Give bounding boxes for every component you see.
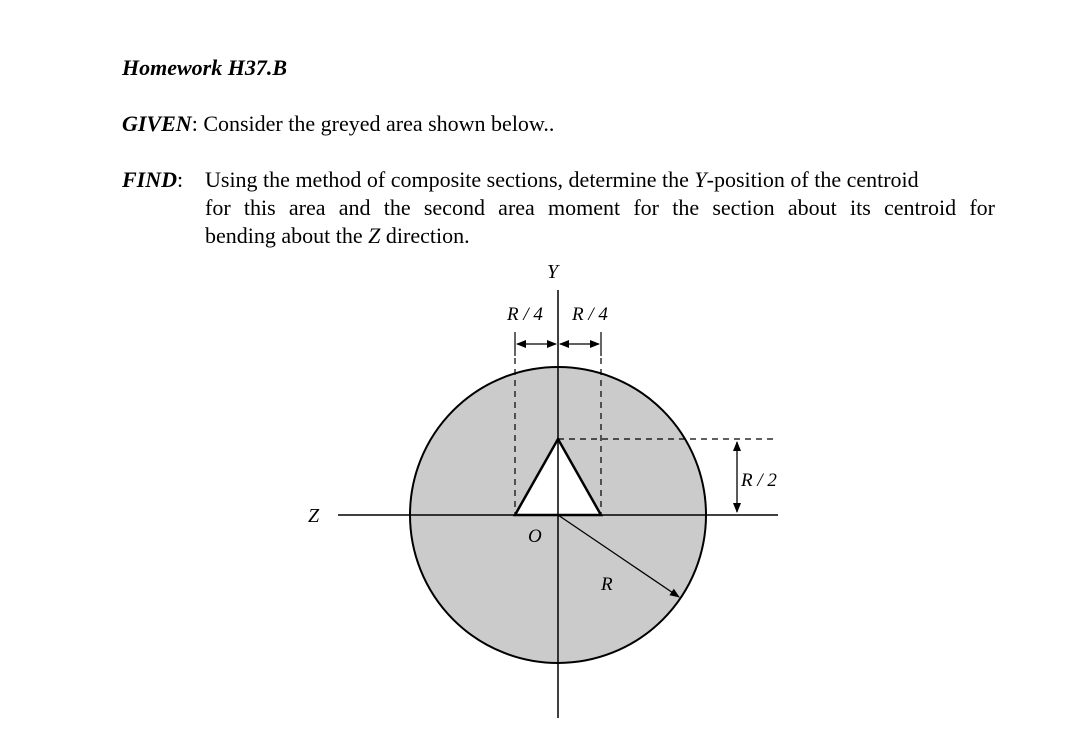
find-line1-end: -position of the centroid <box>706 167 919 192</box>
find-line3-variable: Z <box>368 223 381 248</box>
find-line3-end: direction. <box>380 223 470 248</box>
dim-label-left: R / 4 <box>507 304 543 325</box>
radius-label: R <box>601 574 613 595</box>
find-text-line-2: for this area and the second area moment for the section about its centroid for <box>205 195 995 220</box>
find-line3-start: bending about the <box>205 223 369 248</box>
find-separator: : <box>177 167 184 192</box>
z-axis-label: Z <box>308 505 320 527</box>
find-line1-variable: Y <box>694 167 707 192</box>
given-label: GIVEN <box>122 111 192 136</box>
find-line1-start: Using the method of composite sections, determine the <box>205 167 695 192</box>
origin-label: O <box>528 526 542 547</box>
given-text: Consider the greyed area shown below.. <box>203 111 555 136</box>
given-separator: : <box>191 111 198 136</box>
page-title: Homework H37.B <box>122 55 288 80</box>
dim-label-height: R / 2 <box>741 470 777 491</box>
y-axis-label: Y <box>547 261 559 283</box>
dim-label-right: R / 4 <box>572 304 608 325</box>
find-label: FIND <box>122 167 178 192</box>
